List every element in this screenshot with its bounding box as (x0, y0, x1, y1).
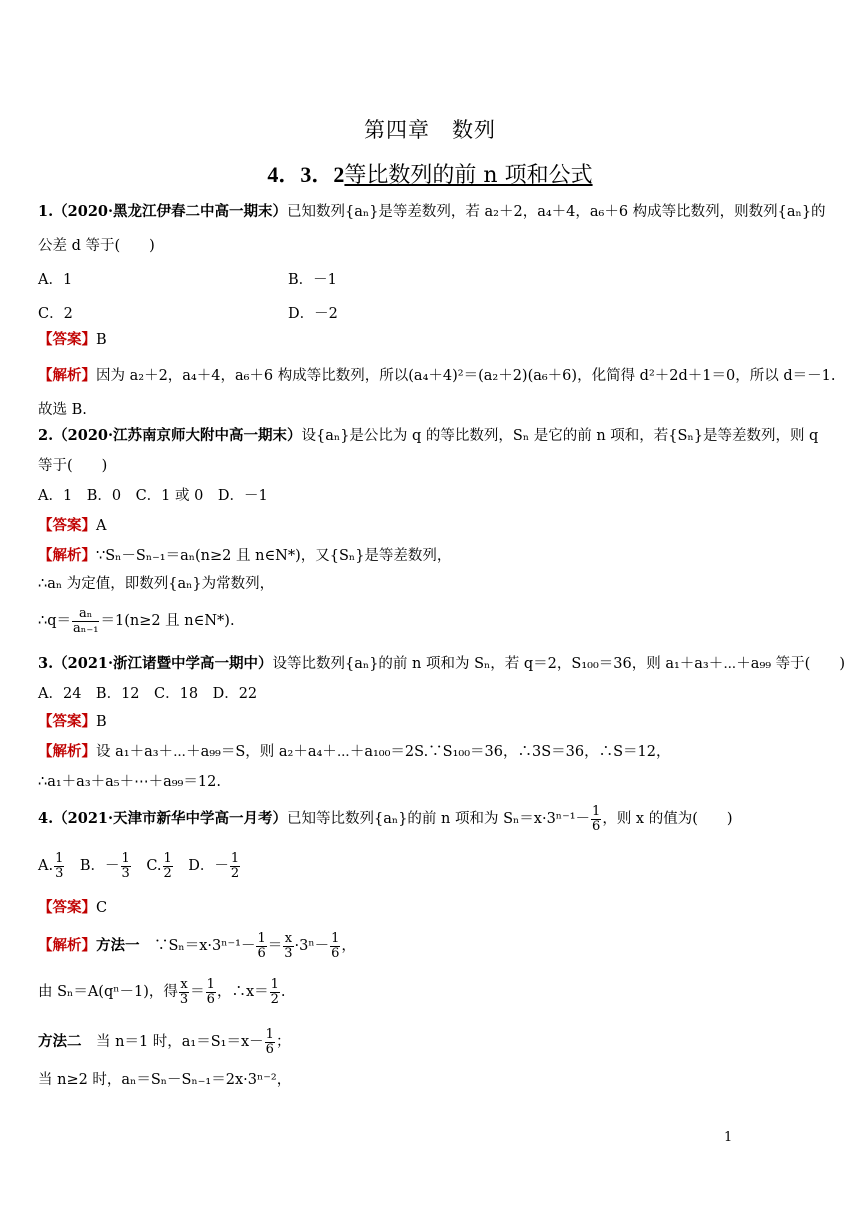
q4-option-b-label: B．－ (79, 858, 120, 874)
q4-stem-post: ，则 x 的值为( ) (602, 811, 733, 827)
q4-m2-pre: 当 n＝1 时，a₁＝S₁＝x－ (96, 1034, 264, 1050)
fraction-denominator: 3 (55, 865, 64, 881)
q4-answer: C (96, 900, 108, 916)
fraction-denominator: 6 (331, 945, 340, 961)
q4-stem-pre: 已知等比数列{aₙ}的前 n 项和为 Sₙ＝x·3ⁿ⁻¹－ (287, 811, 591, 827)
fraction-numerator: aₙ (72, 607, 99, 622)
q3-answer-line (38, 712, 107, 732)
q4-m1b-mid2: ，∴x＝ (216, 984, 269, 1000)
fraction-denominator: 6 (592, 818, 601, 834)
q4-m1b-fraction3 (270, 978, 280, 1007)
answer-label: 【答案】 (38, 331, 96, 348)
q4-answer-line (38, 898, 107, 918)
fraction-numerator: 1 (270, 976, 279, 992)
q3-analysis-text1: 设 a₁＋a₃＋⋯＋a₉₉＝S，则 a₂＋a₄＋⋯＋a₁₀₀＝2S.∵S₁₀₀＝36，∴3S＝36，∴S＝12， (96, 744, 671, 760)
fraction-denominator: 3 (121, 865, 130, 881)
chapter-title: 第四章 数列 (364, 118, 496, 142)
q1-option-d: D．－2 (288, 306, 338, 322)
fraction-denominator: 3 (179, 991, 189, 1007)
q4-option-d-fraction (230, 852, 240, 881)
q4-m1b-post: . (280, 984, 286, 1000)
q3-stem-text: 设等比数列{aₙ}的前 n 项和为 Sₙ，若 q＝2，S₁₀₀＝36，则 a₁＋a₃＋⋯＋a₉₉ 等于( ) (272, 656, 845, 672)
q2-analysis3-post: ＝1(n≥2 且 n∈N*). (100, 613, 235, 629)
fraction-numerator: 1 (163, 850, 172, 866)
fraction-denominator: 6 (257, 945, 266, 961)
q4-m2-post: ； (275, 1034, 291, 1050)
fraction-denominator: 2 (163, 865, 172, 881)
fraction-denominator: 2 (230, 865, 240, 881)
fraction-numerator: 1 (230, 850, 240, 866)
q4-analysis-line2 (38, 974, 286, 1010)
q4-m1-pre: ∵Sₙ＝x·3ⁿ⁻¹－ (154, 938, 256, 954)
page-number: 1 (724, 1130, 733, 1145)
q4-analysis-line1 (38, 928, 356, 964)
q1-option-b: B．－1 (288, 272, 337, 288)
q1-stem-line2: 公差 d 等于( ) (38, 238, 155, 254)
fraction-numerator: 1 (257, 930, 266, 946)
fraction-denominator: 2 (270, 991, 279, 1007)
q4-m1b-fraction2 (206, 978, 216, 1007)
q1-stem-line1 (38, 202, 826, 222)
q4-source: 4.（2021·天津市新华中学高一月考） (38, 810, 288, 827)
q3-options: A．24 B．12 C．18 D．22 (38, 686, 258, 702)
analysis-label: 【解析】 (38, 547, 96, 564)
q4-analysis-line4: 当 n≥2 时，aₙ＝Sₙ－Sₙ₋₁＝2x·3ⁿ⁻²， (38, 1072, 292, 1088)
fraction-denominator: 6 (206, 991, 215, 1007)
q4-option-c-label: C. (146, 858, 162, 874)
q4-m1-post: ， (341, 938, 356, 954)
q2-analysis-line1 (38, 546, 451, 566)
section-number: 4．3．2 (267, 162, 345, 187)
q1-analysis-line1 (38, 366, 835, 386)
q2-source: 2.（2020·江苏南京师大附中高一期末） (38, 427, 302, 444)
q4-m1-fraction3 (330, 932, 340, 961)
q2-stem-text1: 设{aₙ}是公比为 q 的等比数列，Sₙ 是它的前 n 项和，若{Sₙ}是等差数列，则 q (301, 428, 819, 444)
q3-analysis-line1 (38, 742, 671, 762)
q4-m1-mid: ＝ (267, 938, 283, 954)
q2-analysis-text1: ∵Sₙ－Sₙ₋₁＝aₙ(n≥2 且 n∈N*)，又{Sₙ}是等差数列， (96, 548, 452, 564)
q3-analysis-line2: ∴a₁＋a₃＋a₅＋⋯＋a₉₉＝12. (38, 774, 221, 790)
analysis-label: 【解析】 (38, 937, 96, 954)
q1-option-c: C．2 (38, 306, 73, 322)
q4-stem-fraction (591, 805, 601, 834)
method2-label: 方法二 (38, 1033, 82, 1050)
q1-stem-text1: 已知数列{aₙ}是等差数列，若 a₂＋2，a₄＋4，a₆＋6 构成等比数列，则数列{aₙ}的 (287, 204, 826, 220)
q4-m1-fraction2 (283, 932, 293, 961)
q2-options: A．1 B．0 C．1 或 0 D．－1 (38, 488, 268, 504)
q2-answer: A (96, 518, 107, 534)
q2-analysis-line3 (38, 604, 235, 638)
q4-options (38, 848, 241, 884)
q3-answer: B (96, 714, 107, 730)
analysis-label: 【解析】 (38, 367, 96, 384)
q4-m1b-mid: ＝ (190, 984, 205, 1000)
q4-stem-line (38, 802, 733, 836)
q1-source: 1.（2020·黑龙江伊春二中高一期末） (38, 203, 288, 220)
q2-analysis-line2: ∴aₙ 为定值，即数列{aₙ}为常数列， (38, 576, 275, 592)
q2-analysis3-pre: ∴q＝ (38, 613, 72, 629)
q1-answer-line (38, 330, 107, 350)
q4-option-a-fraction (54, 852, 64, 881)
q1-analysis-text1: 因为 a₂＋2，a₄＋4，a₆＋6 构成等比数列，所以(a₄＋4)²＝(a₂＋2)(a₆＋6)，化简得 d²＋2d＋1＝0，所以 d＝－1. (96, 368, 836, 384)
fraction-numerator: 1 (206, 976, 215, 992)
fraction-numerator: x (284, 930, 293, 946)
answer-label: 【答案】 (38, 517, 96, 534)
q4-option-c-fraction (163, 852, 173, 881)
q4-m2-fraction (265, 1028, 275, 1057)
q4-m1-mid2: ·3ⁿ－ (294, 938, 330, 954)
fraction-denominator: 3 (284, 945, 293, 961)
method1-label: 方法一 (96, 937, 140, 954)
section-name: 等比数列的前 n 项和公式 (344, 163, 593, 188)
q2-stem-line2: 等于( ) (38, 458, 108, 474)
q4-m1b-pre: 由 Sₙ＝A(qⁿ－1)，得 (38, 984, 178, 1000)
analysis-label: 【解析】 (38, 743, 96, 760)
fraction-numerator: 1 (55, 850, 64, 866)
section-title (0, 158, 860, 189)
q2-stem-line1 (38, 426, 818, 446)
q3-source: 3.（2021·浙江诸暨中学高一期中） (38, 655, 273, 672)
q1-option-a: A．1 (38, 272, 73, 288)
q1-answer: B (96, 332, 107, 348)
fraction-numerator: x (180, 976, 188, 992)
q4-option-d-label: D．－ (188, 858, 229, 874)
answer-label: 【答案】 (38, 899, 96, 916)
fraction-denominator: 6 (265, 1041, 274, 1057)
q4-option-b-fraction (121, 852, 131, 881)
fraction-denominator: aₙ₋₁ (73, 620, 99, 636)
fraction-numerator: 1 (265, 1026, 274, 1042)
q4-m1-fraction1 (256, 932, 266, 961)
q4-analysis-line3 (38, 1024, 290, 1060)
q1-analysis-line2: 故选 B. (38, 402, 87, 418)
q2-fraction (72, 607, 99, 636)
q4-option-a-label: A. (38, 858, 54, 874)
fraction-numerator: 1 (331, 930, 340, 946)
fraction-numerator: 1 (592, 803, 601, 819)
q3-stem-line (38, 654, 845, 674)
q4-m1b-fraction1 (179, 978, 189, 1007)
q2-answer-line (38, 516, 106, 536)
fraction-numerator: 1 (121, 850, 130, 866)
answer-label: 【答案】 (38, 713, 96, 730)
